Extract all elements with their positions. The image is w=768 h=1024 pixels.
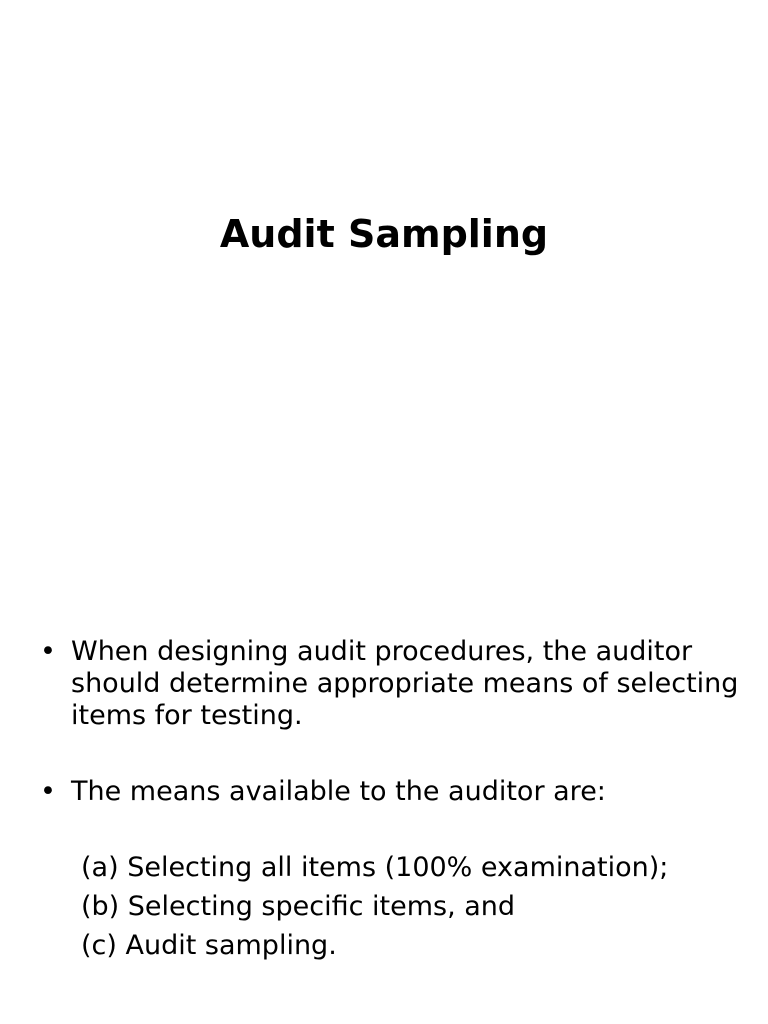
subitem: (b) Selecting specific items, and (81, 891, 516, 922)
slide-content (40, 636, 740, 965)
bullet-item (40, 776, 740, 808)
subitem: (a) Selecting all items (100% examination); (81, 852, 669, 883)
bullet-item (40, 636, 740, 732)
subitem-list (81, 848, 740, 965)
subitem: (c) Audit sampling. (81, 930, 337, 961)
slide-title: Audit Sampling (219, 212, 549, 256)
bullet-text: The means available to the auditor are: (71, 776, 606, 807)
bullet-text: When designing audit procedures, the auditor should determine appropriate means of selecting items for testing. (71, 636, 739, 731)
bullet-marker: • (40, 776, 56, 807)
bullet-marker: • (40, 636, 56, 667)
